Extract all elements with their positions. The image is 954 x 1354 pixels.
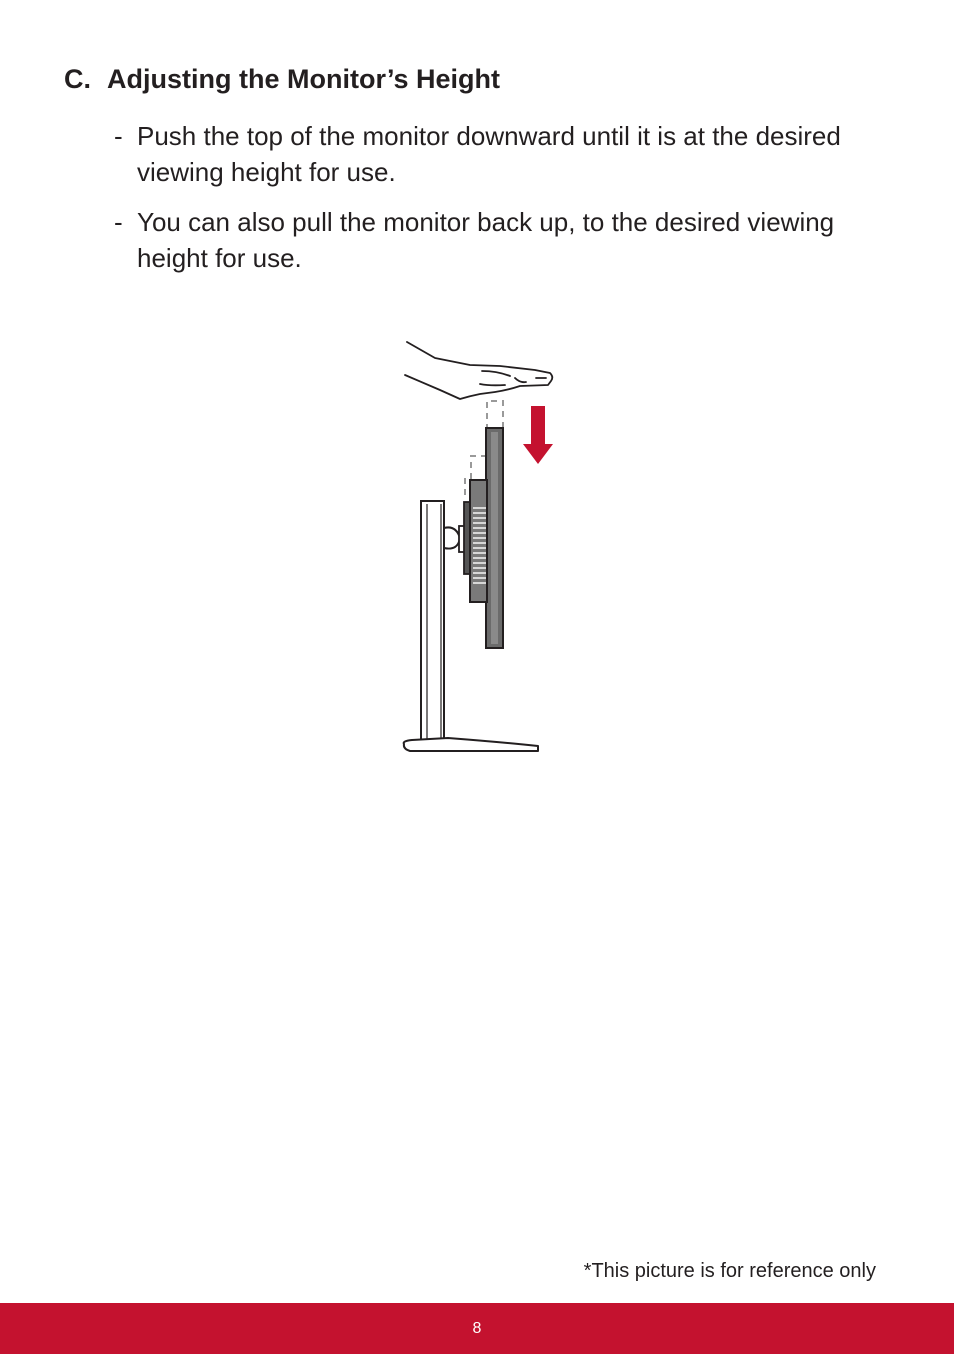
instruction-step <box>114 204 874 276</box>
monitor-side-view <box>464 428 503 648</box>
bullet-marker: - <box>114 207 123 237</box>
hand-icon <box>405 342 552 399</box>
section-heading <box>64 60 500 98</box>
instruction-step <box>114 118 874 190</box>
section-letter: C. <box>64 64 91 94</box>
step-text: You can also pull the monitor back up, to the desired viewing height for use. <box>137 207 835 273</box>
step-text: Push the top of the monitor downward until it is at the desired viewing height for use. <box>137 121 841 187</box>
figure-caption: *This picture is for reference only <box>583 1260 876 1282</box>
page-number: 8 <box>472 1319 482 1337</box>
stand-base <box>404 738 538 751</box>
monitor-height-illustration <box>380 330 580 760</box>
down-arrow-icon <box>523 406 553 464</box>
bullet-marker: - <box>114 121 123 151</box>
footer-bar <box>0 1303 954 1354</box>
section-title: Adjusting the Monitor’s Height <box>107 64 500 94</box>
stand-column <box>421 501 444 742</box>
